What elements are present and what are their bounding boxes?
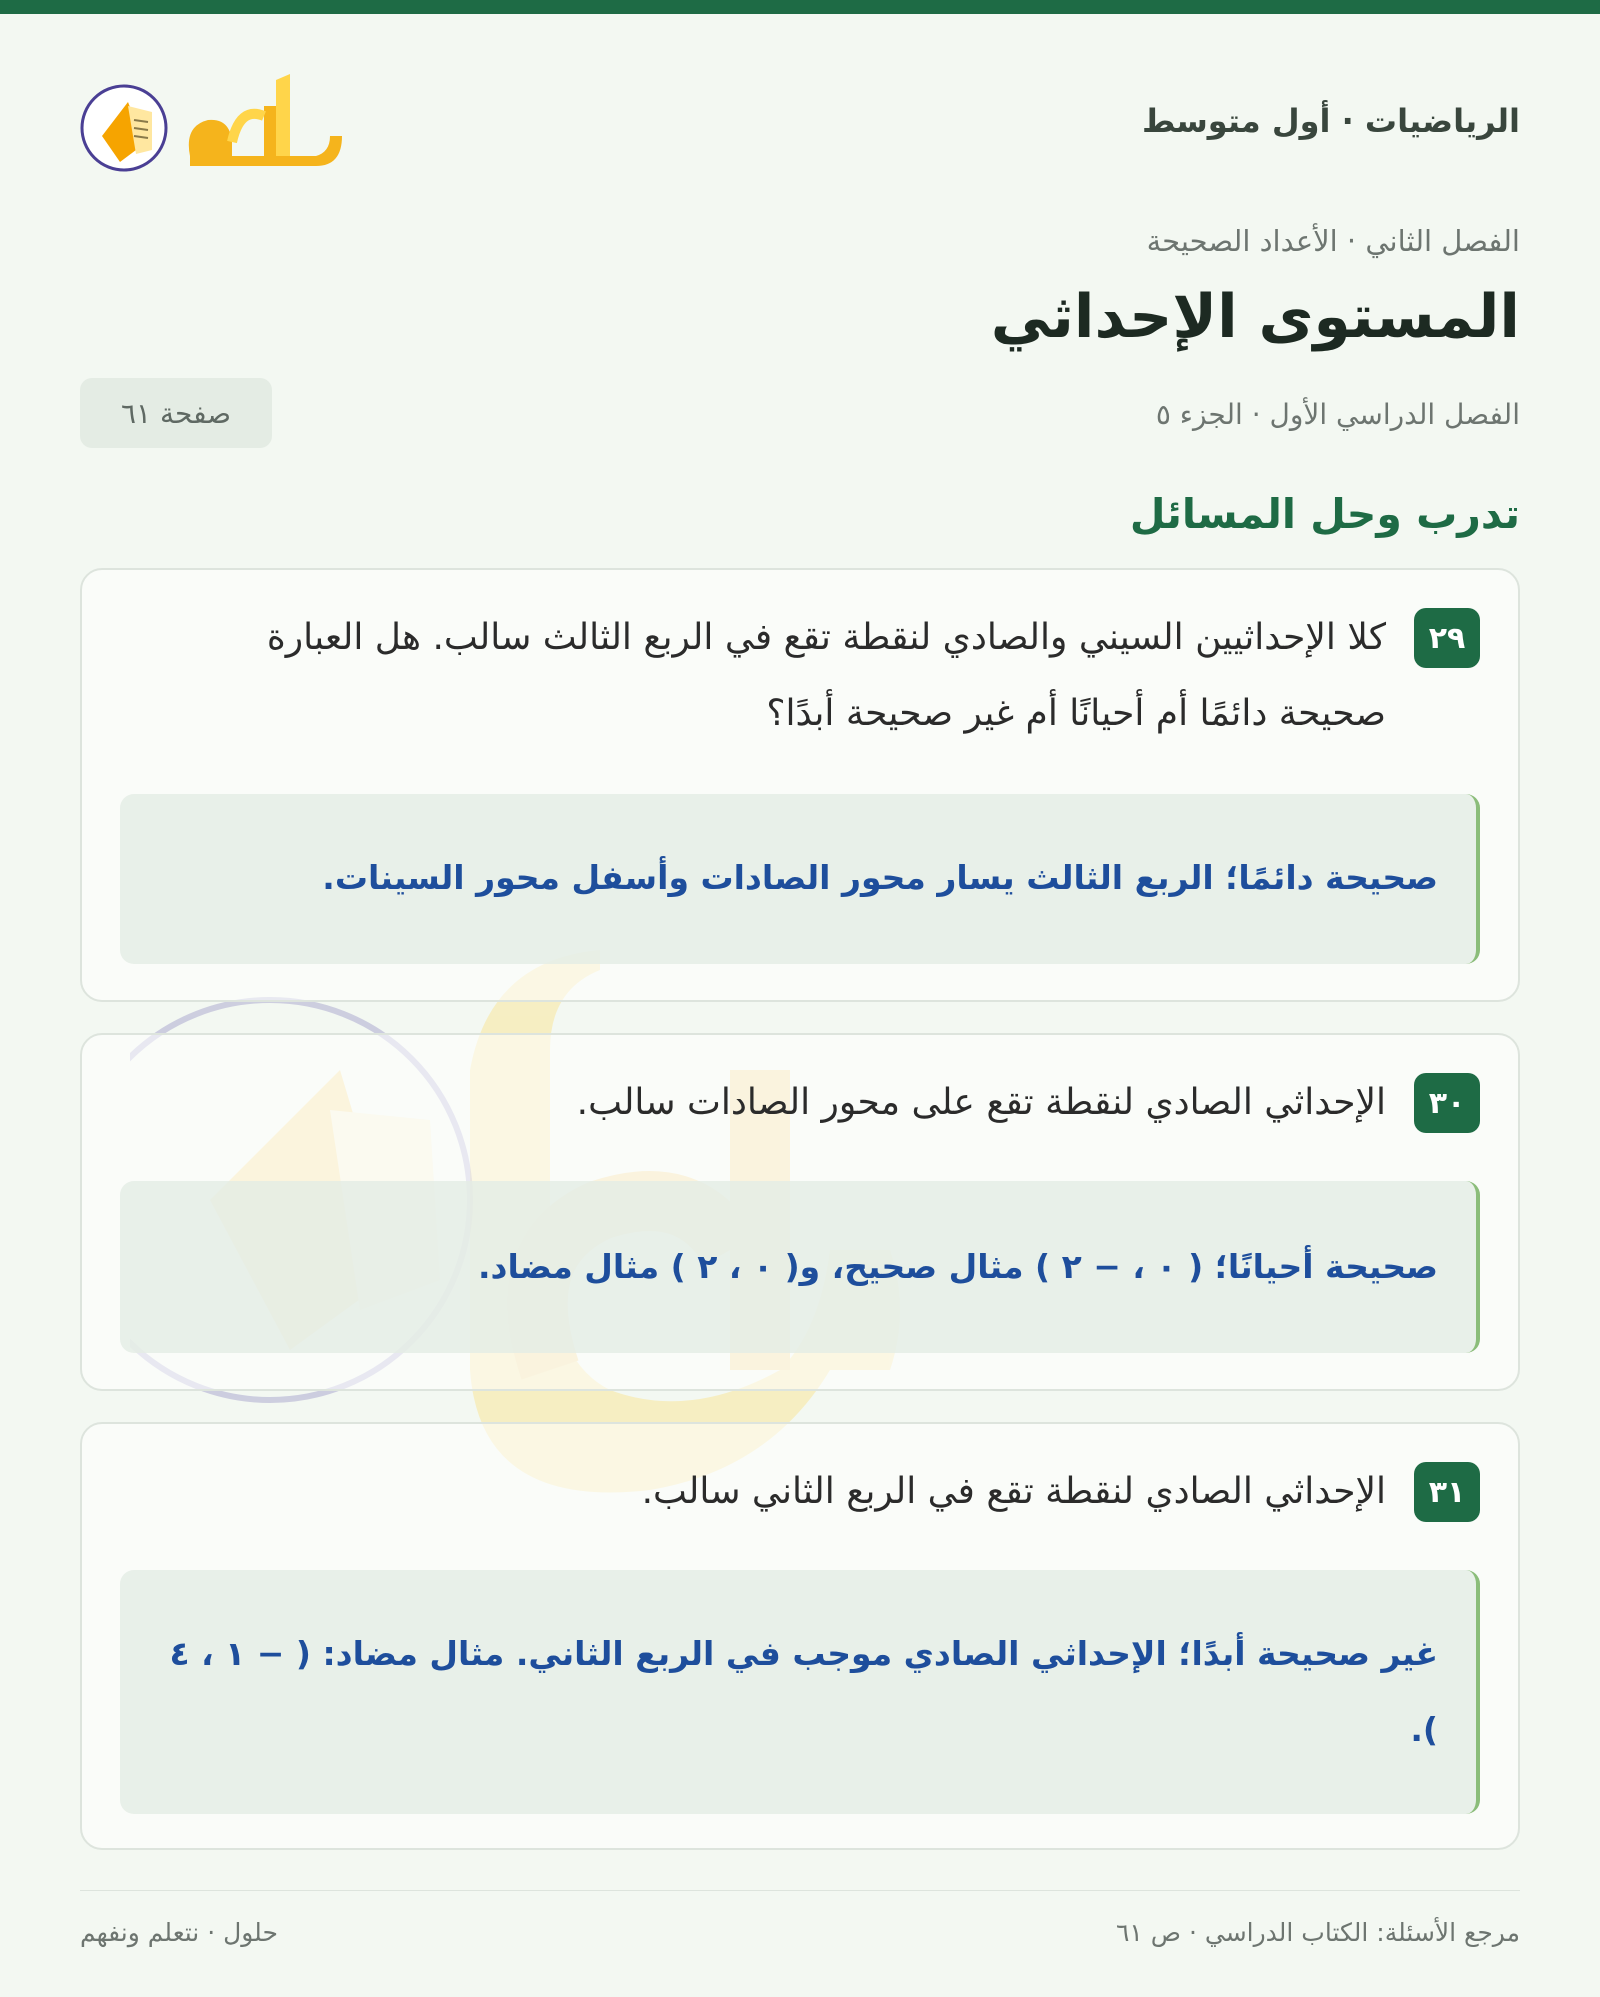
answer-box: [120, 1181, 1480, 1353]
question-number: ٢٩: [1414, 608, 1480, 668]
answer-box: [120, 794, 1480, 964]
question-text: كلا الإحداثيين السيني والصادي لنقطة تقع في الربع الثالث سالب. هل العبارة صحيحة دائمًا أم أحيانًا أم غير صحيحة أبدًا؟: [266, 617, 1386, 734]
section-title: تدرب وحل المسائل: [1129, 490, 1520, 538]
answer-text: صحيحة أحيانًا؛ ( ٠ ، − ٢ ) مثال صحيح، و( ٠ ، ٢ ) مثال مضاد.: [477, 1247, 1438, 1286]
question-text: الإحداثي الصادي لنقطة تقع في الربع الثاني سالب.: [641, 1471, 1386, 1512]
subject-title: الرياضيات · أول متوسط: [1142, 102, 1520, 140]
answer-box: [120, 1570, 1480, 1814]
lesson-title: المستوى الإحداثي: [990, 282, 1520, 352]
header: [80, 66, 1520, 176]
page-badge: صفحة ٦١: [80, 378, 272, 448]
semester-meta: الفصل الدراسي الأول · الجزء ٥: [1155, 398, 1520, 431]
answer-text: غير صحيحة أبدًا؛ الإحداثي الصادي موجب في الربع الثاني. مثال مضاد: ( − ١ ، ٤ ).: [169, 1634, 1438, 1749]
question-card-29: [80, 568, 1520, 1002]
footer-brand: حلول · نتعلم ونفهم: [80, 1918, 278, 1947]
answer-text: صحيحة دائمًا؛ الربع الثالث يسار محور الصادات وأسفل محور السينات.: [322, 858, 1438, 897]
page: [80, 0, 1520, 1997]
question-number: ٣٠: [1414, 1073, 1480, 1133]
question-text: الإحداثي الصادي لنقطة تقع على محور الصادات سالب.: [576, 1082, 1386, 1123]
question-card-30: [80, 1033, 1520, 1391]
footer-reference: مرجع الأسئلة: الكتاب الدراسي · ص ٦١: [1115, 1918, 1520, 1947]
chapter-label: الفصل الثاني · الأعداد الصحيحة: [1146, 224, 1520, 258]
footer-divider: [80, 1890, 1520, 1891]
question-card-31: [80, 1422, 1520, 1850]
hulul-logo[interactable]: [80, 66, 360, 176]
question-number: ٣١: [1414, 1462, 1480, 1522]
